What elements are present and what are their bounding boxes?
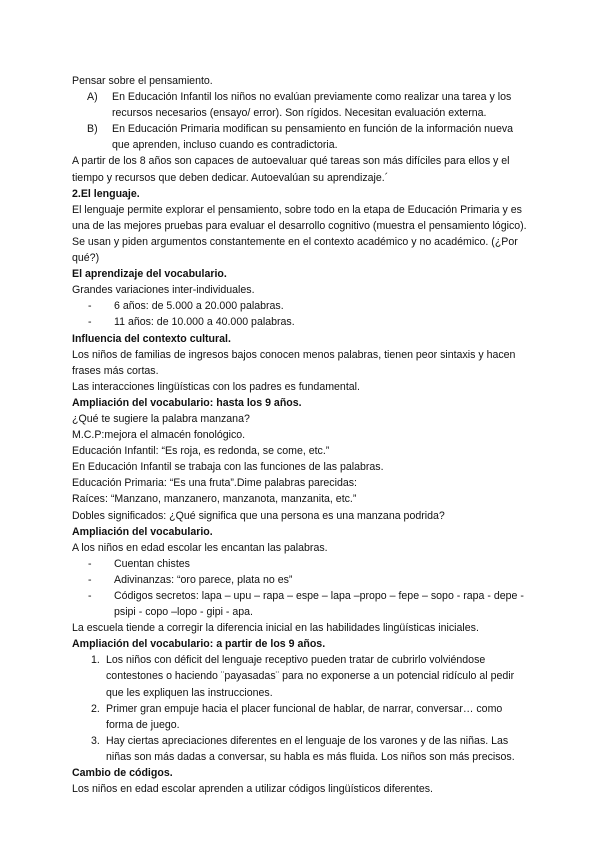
list-marker: 1. <box>91 654 100 667</box>
paragraph-lenguaje-1: El lenguaje permite explorar el pensamiento, sobre todo en la etapa de Educación Primaria y es una de las mejores pruebas para evaluar el desarrollo cognitivo (muestra el pensamiento lógico). <box>72 203 527 232</box>
text-line: ¿Qué te sugiere la palabra manzana? <box>72 412 250 425</box>
text-line: Educación Infantil: “Es roja, es redonda, se come, etc.” <box>72 445 330 458</box>
paragraph-escuela: La escuela tiende a corregir la diferencia inicial en las habilidades lingüísticas iniciales. <box>72 622 479 635</box>
list-item <box>72 556 532 572</box>
list-item-text: 11 años: de 10.000 a 40.000 palabras. <box>114 316 295 329</box>
list-item <box>72 298 532 314</box>
list-item <box>72 733 532 765</box>
list-item-text: 6 años: de 5.000 a 20.000 palabras. <box>114 300 284 313</box>
list-marker: - <box>88 573 92 586</box>
paragraph-variaciones: Grandes variaciones inter-individuales. <box>72 284 255 297</box>
list-item-text: Los niños con déficit del lenguaje receptivo pueden tratar de cubrirlo volviéndose contestones o haciendo ¨payasadas¨ para no exponerse a un potencial ridículo al pedir que les expliquen las instrucciones. <box>106 654 515 699</box>
text-line: Educación Primaria: “Es una fruta”.Dime palabras parecidas: <box>72 477 357 490</box>
heading-lenguaje: 2.El lenguaje. <box>72 187 140 200</box>
text-line: M.C.P:mejora el almacén fonológico. <box>72 429 246 442</box>
heading-cambio-codigos: Cambio de códigos. <box>72 767 173 780</box>
heading-ampliacion-a-partir-9: Ampliación del vocabulario: a partir de los 9 años. <box>72 638 326 651</box>
list-item-text: Primer gran empuje hacia el placer funcional de hablar, de narrar, conversar… como forma de juego. <box>106 702 503 731</box>
paragraph-influencia-1: Los niños de familias de ingresos bajos conocen menos palabras, tienen peor sintaxis y hacen frases más cortas. <box>72 348 516 377</box>
letter-list <box>72 89 532 153</box>
list-marker: A) <box>87 91 98 104</box>
intro-line: Pensar sobre el pensamiento. <box>72 75 213 87</box>
list-marker: - <box>88 590 92 602</box>
text-line: Raíces: “Manzano, manzanero, manzanota, manzanita, etc.” <box>72 493 357 506</box>
heading-ampliacion: Ampliación del vocabulario. <box>72 525 213 538</box>
heading-ampliacion-hasta-9: Ampliación del vocabulario: hasta los 9 años. <box>72 396 302 409</box>
list-item <box>72 121 532 153</box>
list-item <box>72 652 532 700</box>
paragraph-influencia-2: Las interacciones lingüísticas con los padres es fundamental. <box>72 380 360 393</box>
list-marker: - <box>88 316 92 329</box>
document-page <box>72 73 532 797</box>
heading-aprendizaje: El aprendizaje del vocabulario. <box>72 268 227 281</box>
list-item <box>72 572 532 588</box>
list-item-text: Adivinanzas: “oro parece, plata no es” <box>114 573 293 586</box>
paragraph-lenguaje-2: Se usan y piden argumentos constantemente en el contexto académico y no académico. (¿Por qué?) <box>72 235 518 265</box>
list-item-text: En Educación Infantil los niños no evalúan previamente como realizar una tarea y los recursos necesarios (ensayo/ error). Son rígidos. Necesitan evaluación externa. <box>112 91 512 120</box>
ampliacion-list <box>72 556 532 620</box>
list-item-text: Cuentan chistes <box>114 557 190 570</box>
paragraph-ampliacion: A los niños en edad escolar les encantan las palabras. <box>72 541 328 554</box>
list-marker: - <box>88 300 92 313</box>
numbered-list <box>72 652 532 765</box>
list-item-text: En Educación Primaria modifican su pensamiento en función de la información nueva que aprenden, incluso cuando es contradictoria. <box>112 123 514 152</box>
text-line: En Educación Infantil se trabaja con las funciones de las palabras. <box>72 461 384 474</box>
list-item <box>72 314 532 330</box>
list-marker: 2. <box>91 702 100 715</box>
list-marker: 3. <box>91 734 100 747</box>
list-marker: - <box>88 557 92 570</box>
vocab-list <box>72 298 532 330</box>
heading-influencia: Influencia del contexto cultural. <box>72 332 231 345</box>
text-line: Dobles significados: ¿Qué significa que una persona es una manzana podrida? <box>72 509 445 522</box>
list-item-text: Códigos secretos: lapa – upu – rapa – espe – lapa –propo – fepe – sopo - rapa - depe - psipi - copo –lopo - gipi - apa. <box>114 590 524 619</box>
paragraph-cambio-codigos: Los niños en edad escolar aprenden a utilizar códigos lingüísticos diferentes. <box>72 783 433 796</box>
list-marker: B) <box>87 123 98 136</box>
list-item <box>72 89 532 121</box>
list-item-text: Hay ciertas apreciaciones diferentes en el lenguaje de los varones y de las niñas. Las niñas son más dadas a conversar, su habla es más fluida. Los niños son más precisos. <box>106 734 515 763</box>
paragraph-autoevaluacion: A partir de los 8 años son capaces de autoevaluar qué tareas son más difíciles para ellos y el tiempo y recursos que deben dedicar. Autoevalúan su aprendizaje.´ <box>72 155 510 184</box>
list-item <box>72 588 532 620</box>
list-item <box>72 701 532 733</box>
